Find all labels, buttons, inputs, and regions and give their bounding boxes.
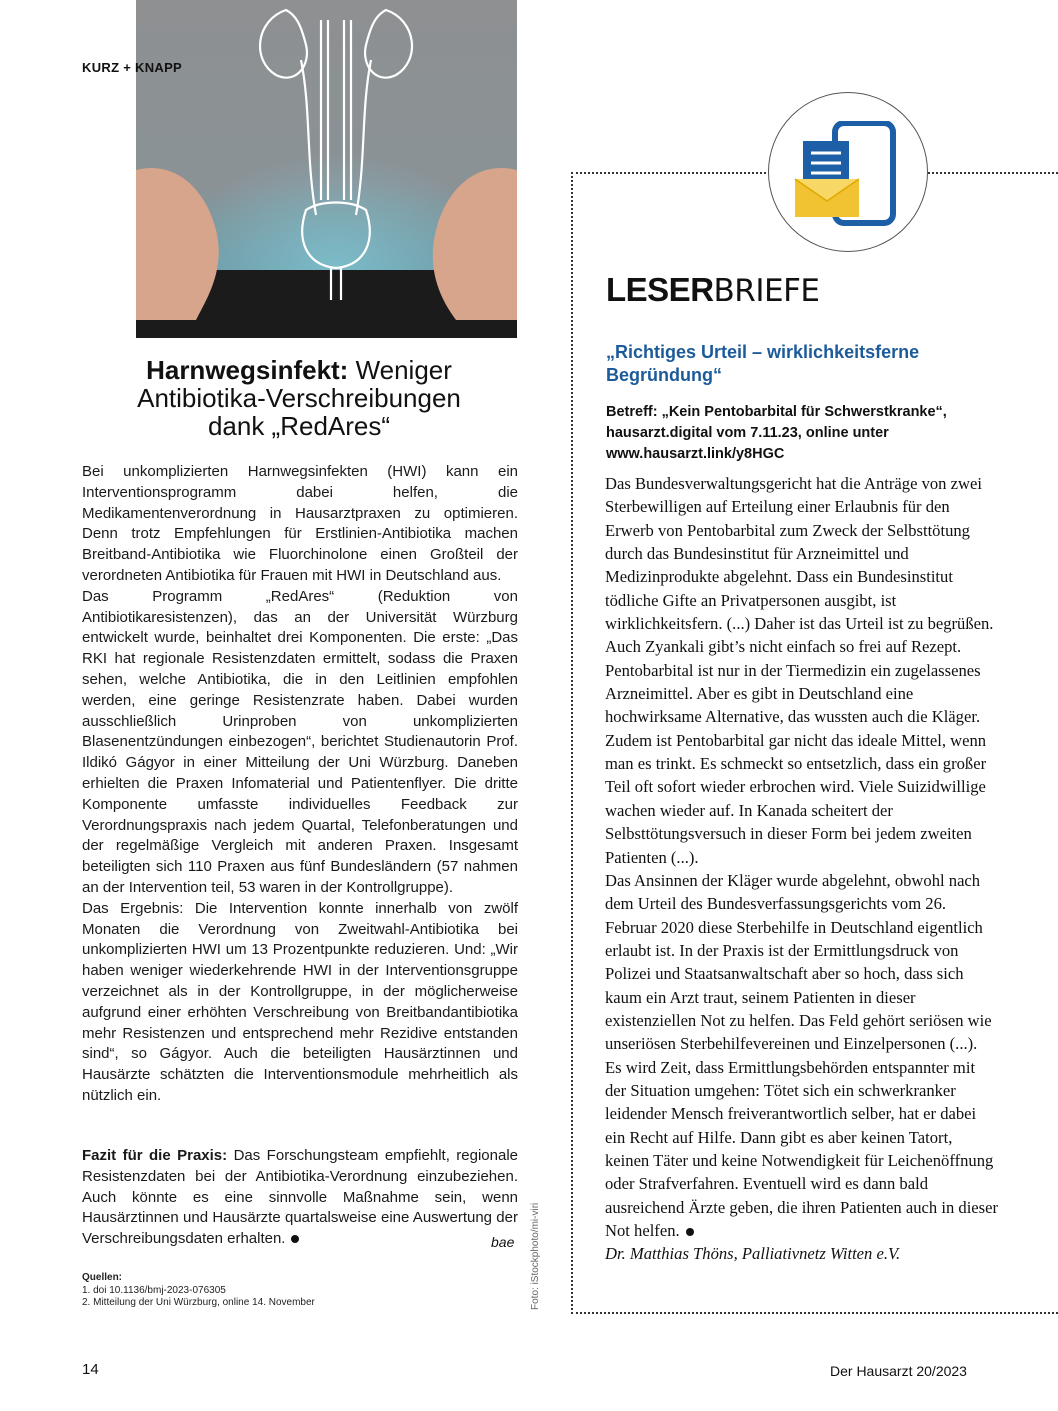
article-headline — [84, 356, 514, 440]
article-paragraph: Das Programm „RedAres“ (Reduktion von Antibiotikaresistenzen), das an der Universität Würzburg entwickelt wurde, beinhaltet drei Komponenten. Die erste: „Das RKI hat regionale Resistenzdaten ermittelt, sodass die Praxen sehen, welche Antibiotika, die in den Leitlinien empfohlen werden, eine geringe Resistenzrate haben. Dabei wurden ausschließlich Urinproben von unkomplizierten Blasenentzündungen einbezogen“, berichtet Studienautorin Prof. Ildikó Gágyor in einer Mitteilung der Uni Würzburg. Daneben erhielten die Praxen Infomaterial und Patientenflyer. Die dritte Komponente umfasste individuelles Feedback zur Verordnungspraxis nach jedem Quartal, Telefonberatungen und der regelmäßige Vergleich mit anderen Praxen. Insgesamt beteiligten sich 110 Praxen aus fünf Bundesländern (57 nahmen an der Intervention teil, 53 waren in der Kontrollgruppe). — [82, 587, 518, 896]
fazit-text: Das Forschungsteam empfiehlt, regionale Resistenzdaten bei der Antibiotika-Verordnung einzubeziehen. Auch könnte es eine sinnvolle Maßnahme sein, wenn Hausärztinnen und Hausärzte quartalsweise eine Auswertung der Verschreibungsdaten erhalten. — [82, 1147, 518, 1248]
article-body — [82, 462, 518, 1107]
letter-headline: „Richtiges Urteil – wirklichkeitsferne Begründung“ — [606, 342, 920, 385]
headline-bold: Harnwegsinfekt: — [146, 355, 349, 385]
photo-credit: Foto: iStockphoto/mi-viri — [530, 1202, 541, 1310]
letter-paragraph: Das Ansinnen der Kläger wurde abgelehnt, obwohl nach dem Urteil des Bundesverfassungsgerichts vom 26. Februar 2020 diese Sterbehilfe in Deutschland eigentlich erlaubt ist. In der Praxis ist der Ermittlungsdruck von Polizei und Staatsanwaltschaft aber so hoch, dass sich kaum ein Arzt traut, seinem Patienten in dieser existenziellen Not zu helfen. Das Feld gehört seriösen wie unseriösen Sterbehilfevereinen und Einzelpersonen (...). — [605, 870, 992, 1054]
page-number: 14 — [82, 1361, 99, 1378]
letter-paragraph: Das Bundesverwaltungsgericht hat die Anträge von zwei Sterbewilligen auf Erteilung einer Erlaubnis für den Erwerb von Pentobarbital zum Zweck der Selbsttötung durch das Bundesinstitut für Arzneimittel und Medizinprodukte abgelehnt. Dass ein Bundesinstitut tödliche Gifte an Privatpersonen ausgibt, ist wirklichkeitsfern. (...) Daher ist das Urteil ist zu begrüßen. Auch Zyankali gibt’s nicht einfach so frei auf Rezept. Pentobarbital ist nur in der Tiermedizin ein zugelassenes Arzneimittel. Aber es gibt in Deutschland eine hochwirksame Alternative, das wussten auch die Kläger. Zudem ist Pentobarbital gar nicht das ideale Mittel, wenn man es trinkt. Es schmeckt so entsetzlich, dass ein großer Teil oft sofort wieder erbrochen wird. Viele Suizidwillige wachen wieder auf. In Kanada scheitert der Selbsttötungsversuch in dieser Form bei jedem zweiten Patienten (...). — [605, 474, 994, 867]
headline-line3: dank „RedAres“ — [207, 411, 391, 441]
letters-title — [606, 272, 820, 309]
end-dot-icon — [686, 1228, 694, 1236]
letter-ref-link: www.hausarzt.link/y8HGC — [606, 446, 785, 462]
letter-icon-circle — [768, 92, 928, 252]
letter-ref-line: hausarzt.digital vom 7.11.23, online unter — [606, 425, 889, 441]
sources — [82, 1272, 315, 1310]
letter-paragraph: Es wird Zeit, dass Ermittlungsbehörden entspannter mit der Situation umgehen: Tötet sich ein schwerkranker leidender Mensch freiverantwortlich selber, hat er dabei ein Recht auf Hilfe. Dann gibt es aber keinen Tatort, keinen Täter und keine Notwendigkeit für Leichenöffnung oder Strafverfahren. Eventuell wird es dann bald ausreichend Ärzte geben, die ihren Patienten auch in dieser Not helfen. — [605, 1057, 999, 1240]
headline-line2: Antibiotika-Verschreibungen — [137, 383, 461, 413]
article-photo — [136, 0, 517, 338]
sources-head: Quellen: — [82, 1272, 123, 1283]
mail-phone-icon — [791, 121, 907, 227]
letter-ref-line: Betreff: „Kein Pentobarbital für Schwerstkranke“, — [606, 404, 947, 420]
article-paragraph: Das Ergebnis: Die Intervention konnte innerhalb von zwölf Monaten die Verordnung von Zweitwahl-Antibiotika bei unkomplizierten HWI um 13 Prozentpunkte reduzieren. Und: „Wir haben weniger wiederkehrende HWI in der Interventionsgruppe verzeichnet als in der Kontrollgruppe, in der möglicherweise aufgrund einer erhöhten Verschreibung von Breitbandantibiotika mehr Resistenzen und entsprechend mehr Rezidive entstanden sind“, so Gágyor. Auch die beteiligten Hausärztinnen und Hausärzte schätzten die Interventionsmodule mehrheitlich als nützlich ein. — [82, 899, 518, 1104]
source-item: 1. doi 10.1136/bmj-2023-076305 — [82, 1284, 226, 1296]
source-item: 2. Mitteilung der Uni Würzburg, online 14. November — [82, 1297, 315, 1308]
letters-title-leser: LESER — [606, 271, 714, 308]
headline-line1: Weniger — [348, 355, 452, 385]
fazit-lead: Fazit für die Praxis: — [82, 1147, 228, 1164]
section-label: KURZ + KNAPP — [82, 60, 183, 75]
letter-body — [605, 472, 1000, 1266]
letters-title-briefe: BRIEFE — [713, 273, 820, 309]
end-dot-icon — [291, 1235, 299, 1243]
magazine-issue: Der Hausarzt 20/2023 — [830, 1363, 967, 1379]
letter-signature: Dr. Matthias Thöns, Palliativnetz Witten e.V. — [605, 1244, 901, 1264]
fazit-box — [82, 1146, 518, 1250]
author-initials: bae — [491, 1234, 515, 1250]
letter-reference — [606, 402, 1026, 465]
article-paragraph: Bei unkomplizierten Harnwegsinfekten (HWI) kann ein Interventionsprogramm dabei helfen, die Medikamentenverordnung in Hausarztpraxen zu optimieren. Denn trotz Empfehlungen für Erstlinien-Antibiotika machen Breitband-Antibiotika wie Fluorchinolone einen Großteil der verordneten Antibiotika für Frauen mit HWI in Deutschland aus. — [82, 463, 518, 584]
